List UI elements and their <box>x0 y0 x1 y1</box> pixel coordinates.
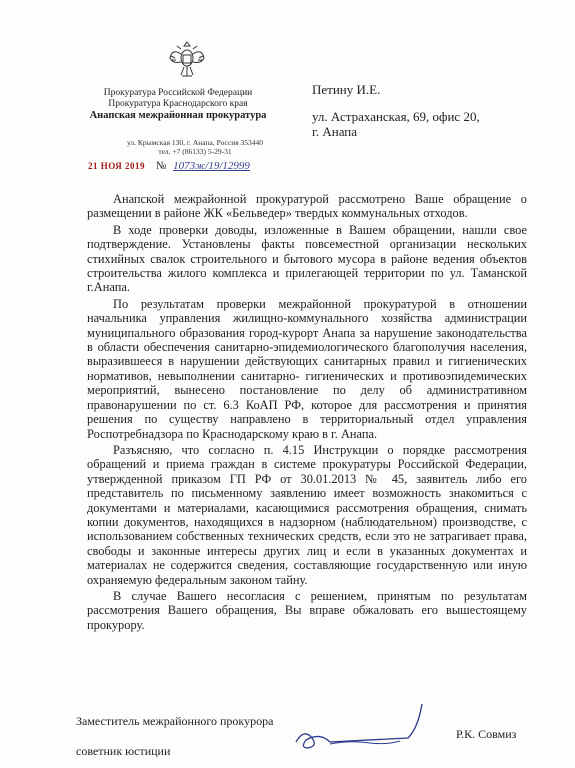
signatory-position-line-1: Заместитель межрайонного прокурора <box>76 714 274 728</box>
recipient-block <box>312 82 480 139</box>
body-paragraph-4: Разъясняю, что согласно п. 4.15 Инструкции о порядке рассмотрения обращений и приема граждан в системе прокуратуры Российской Федерации, утвержденной приказом ГП РФ от 30.01.2013 № 45, заявитель либо его представитель по письменному заявлению имеет возможность знакомиться с документами и материалами, касающимися рассмотрения обращения, снимать копии документов, находящихся в надзорном (наблюдательном) производстве, с использованием собственных технических средств, если это не затрагивает права, свободы и законные интересы других лиц и если в указанных документах и материалах не содержится сведения, составляющие государственную или иную охраняемую федеральным законом тайну. <box>87 442 527 587</box>
org-line-1: Прокуратура Российской Федерации <box>103 88 253 98</box>
registration-number: 1073ж/19/12999 <box>173 160 250 172</box>
registration-line <box>88 160 250 172</box>
handwritten-signature <box>290 698 430 760</box>
signatory-name: Р.К. Совмиз <box>456 727 517 741</box>
organization-header <box>78 88 278 121</box>
organization-address <box>110 138 280 156</box>
signatory-position-line-2: советник юстиции <box>76 744 171 758</box>
body-paragraph-2: В ходе проверки доводы, изложенные в Вашем обращении, нашли свое подтверждение. Установлены факты повсеместной организации нескольких стихийных свалок строительного и бытового мусора в районе ведения объектов строительства жилого комплекса и прилегающей территории по ул. Таманской г.Анапа. <box>87 222 527 295</box>
address-line-2: тел. +7 (86133) 5-29-31 <box>158 147 232 156</box>
coat-of-arms-icon <box>167 38 207 82</box>
signatory-position <box>76 706 273 766</box>
recipient-address-line-2: г. Анапа <box>312 124 358 139</box>
address-line-1: ул. Крымская 130, г. Анапа, Россия 353440 <box>126 138 264 147</box>
recipient-name: Петину И.Е. <box>312 82 381 97</box>
org-line-3: Анапская межрайонная прокуратура <box>89 110 267 121</box>
org-line-2: Прокуратура Краснодарского края <box>108 99 248 109</box>
body-paragraph-1: Анапской межрайонной прокуратурой рассмотрено Ваше обращение о размещении в районе ЖК «Бельведер» твердых коммунальных отходов. <box>87 192 527 221</box>
registration-no-symbol: № <box>155 160 167 172</box>
body-paragraph-3: По результатам проверки межрайонной прокуратурой в отношении начальника управления жилищно-коммунального хозяйства администрации муниципального образования город-курорт Анапа за нарушение законодательства в области обеспечения санитарно-эпидемиологического благополучия населения, выразившееся в нарушении действующих санитарных правил и гигиенических нормативов, невыполнении санитарно- гигиенических и противоэпидемических мероприятий, вынесено постановление по делу об административном правонарушении по ст. 6.3 КоАП РФ, которое для рассмотрения и принятия решения по существу направлено в территориальный отдел управления Роспотребнадзора по Краснодарскому краю в г. Анапа. <box>87 296 527 441</box>
body-paragraph-5: В случае Вашего несогласия с решением, принятым по результатам рассмотрения Вашего обращения, Вы вправе обжаловать его вышестоящему прокурору. <box>87 588 527 632</box>
registration-date-stamp: 21 НОЯ 2019 <box>88 161 146 171</box>
letter-body <box>87 192 527 632</box>
recipient-address-line-1: ул. Астраханская, 69, офис 20, <box>312 109 480 124</box>
